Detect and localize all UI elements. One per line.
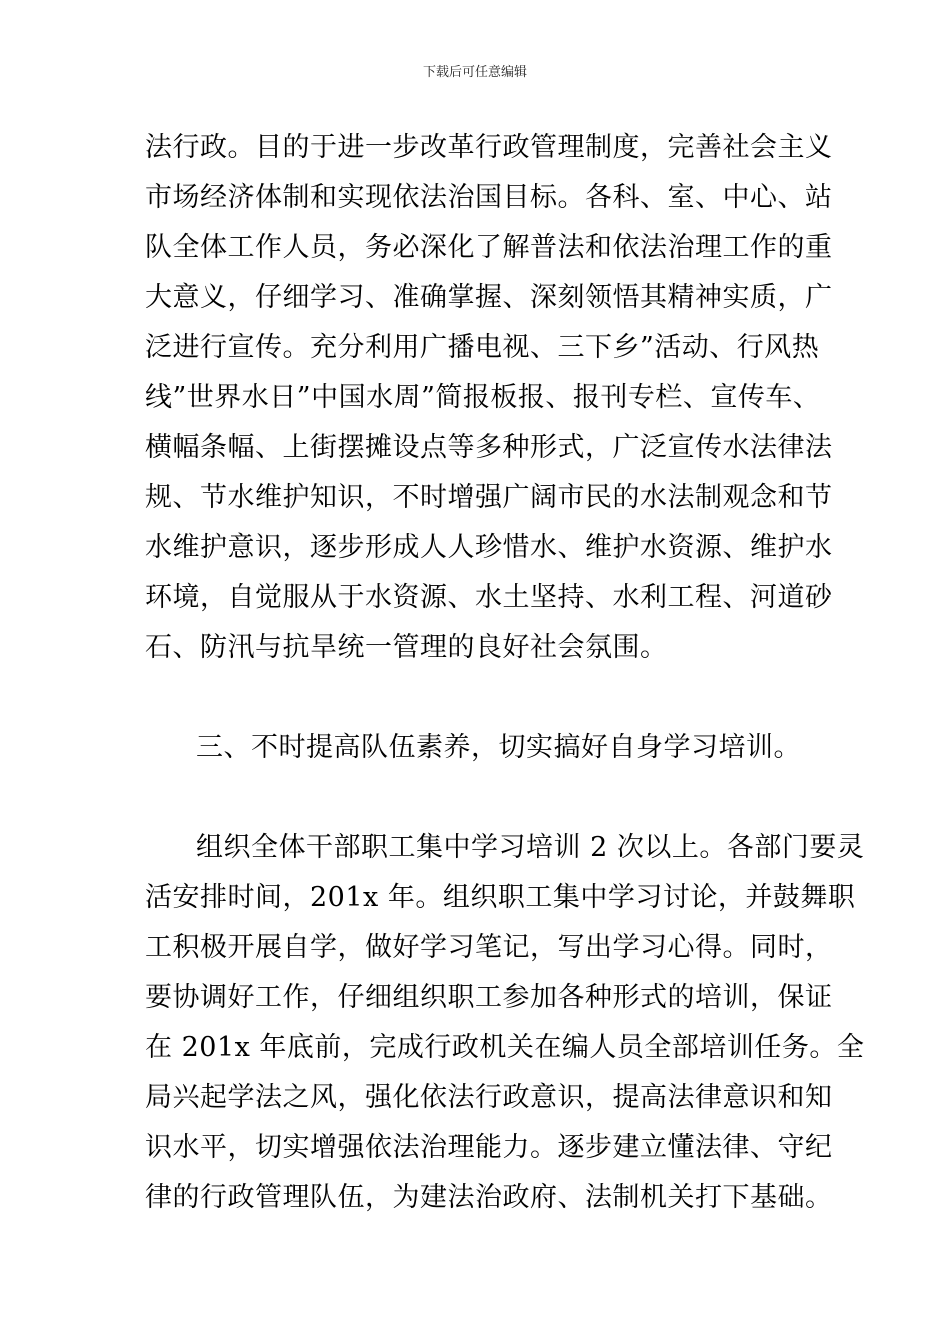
paragraph-line: 大意义，仔细学习、准确掌握、深刻领悟其精神实质，广 — [145, 282, 833, 313]
paragraph-line: 在 201x 年底前，完成行政机关在编人员全部培训任务。全 — [145, 1032, 865, 1063]
section-heading: 三、不时提高队伍素养，切实搞好自身学习培训。 — [196, 732, 801, 763]
paragraph-line: 队全体工作人员，务必深化了解普法和依法治理工作的重 — [145, 232, 833, 263]
paragraph-line: 活安排时间，201x 年。组织职工集中学习讨论，并鼓舞职 — [145, 882, 856, 913]
paragraph-line: 市场经济体制和实现依法治国目标。各科、室、中心、站 — [145, 182, 833, 213]
paragraph-line: 法行政。目的于进一步改革行政管理制度，完善社会主义 — [145, 132, 833, 163]
paragraph-line: 局兴起学法之风，强化依法行政意识，提高法律意识和知 — [145, 1082, 833, 1113]
paragraph-line: 要协调好工作，仔细组织职工参加各种形式的培训，保证 — [145, 982, 833, 1013]
paragraph-line: 线”世界水日”中国水周”简报板报、报刊专栏、宣传车、 — [145, 382, 821, 413]
paragraph-line: 律的行政管理队伍，为建法治政府、法制机关打下基础。 — [145, 1182, 833, 1213]
paragraph-line: 环境，自觉服从于水资源、水土坚持、水利工程、河道砂 — [145, 582, 833, 613]
paragraph-line: 石、防汛与抗旱统一管理的良好社会氛围。 — [145, 632, 668, 663]
paragraph-line: 组织全体干部职工集中学习培训 2 次以上。各部门要灵 — [196, 832, 865, 863]
paragraph-line: 泛进行宣传。充分利用广播电视、三下乡”活动、行风热 — [145, 332, 820, 363]
paragraph-line: 水维护意识，逐步形成人人珍惜水、维护水资源、维护水 — [145, 532, 833, 563]
paragraph-line: 横幅条幅、上街摆摊设点等多种形式，广泛宣传水法律法 — [145, 432, 833, 463]
paragraph-line: 工积极开展自学，做好学习笔记，写出学习心得。同时， — [145, 932, 833, 963]
page-header-note: 下载后可任意编辑 — [422, 65, 527, 80]
paragraph-line: 识水平，切实增强依法治理能力。逐步建立懂法律、守纪 — [145, 1132, 833, 1163]
paragraph-line: 规、节水维护知识，不时增强广阔市民的水法制观念和节 — [145, 482, 833, 513]
